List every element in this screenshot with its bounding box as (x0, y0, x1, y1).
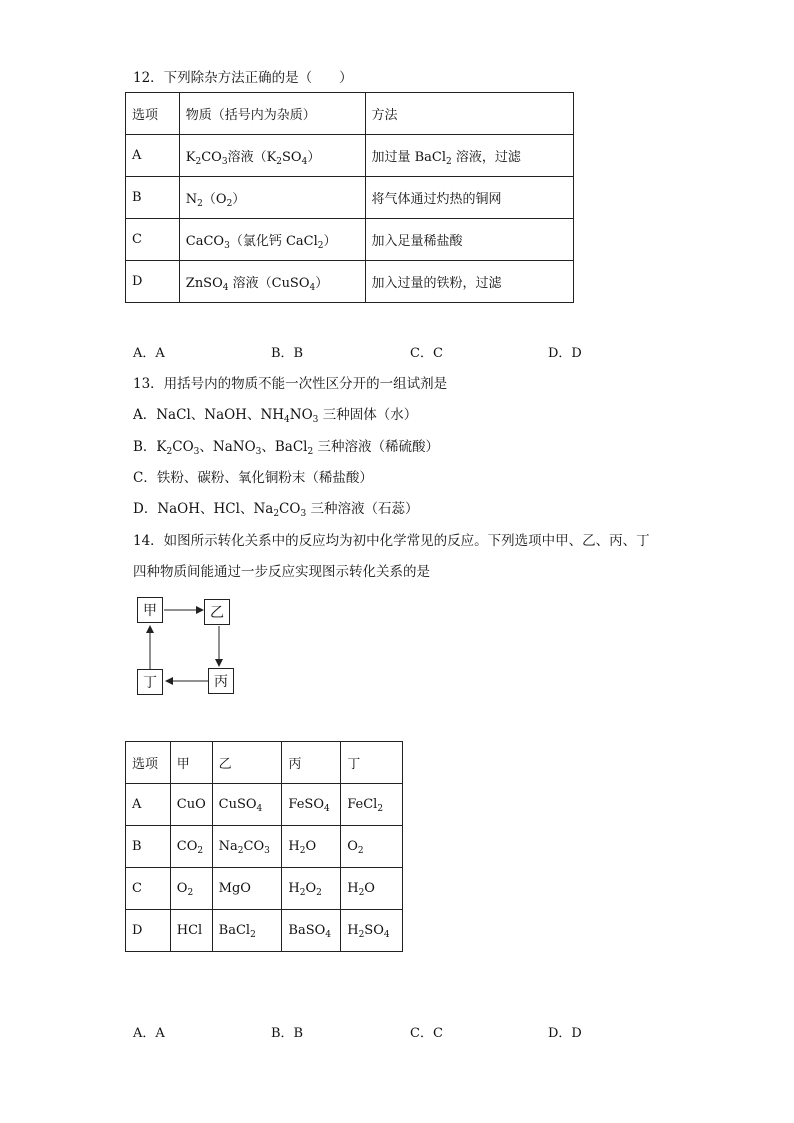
q14-cell: $H_2O$ (341, 868, 403, 910)
q12-header-substance: 物质（括号内为杂质） (179, 93, 365, 135)
q14-cell: $H_2O_2$ (282, 868, 341, 910)
q14-cell: $O_2$ (170, 868, 212, 910)
q14-cell: A (126, 784, 171, 826)
node-bing: 丙 (208, 668, 234, 694)
q12-stem: 12．下列除杂方法正确的是（ ） (133, 70, 353, 86)
q14-cell: CuO (170, 784, 212, 826)
q12-table (125, 92, 574, 303)
q12-choice-c[interactable]: C．C (410, 346, 443, 361)
q12-choice-b[interactable]: B．B (271, 346, 304, 361)
q12-header-option: 选项 (126, 93, 180, 135)
q13-option-b[interactable]: B．$K_2CO_3$、NaNO$_3$、BaCl$_2$ 三种溶液（稀硫酸） (133, 439, 440, 457)
q14-choice-d[interactable]: D．D (548, 1026, 582, 1041)
q14-table (125, 741, 403, 952)
q12-row-a-option: A (126, 135, 180, 177)
q12-row-a-method: 加过量 BaCl$_2$ 溶液，过滤 (365, 135, 574, 177)
q14-cell: CuSO$_4$ (212, 784, 282, 826)
node-jia: 甲 (137, 597, 163, 623)
q12-row-d-substance: ZnSO$_4$ 溶液（CuSO$_4$） (179, 261, 365, 303)
node-ding: 丁 (137, 669, 163, 695)
q14-cell: $H_2SO_4$ (341, 910, 403, 952)
q14-cell: BaCl$_2$ (212, 910, 282, 952)
q14-cell: $Na_2CO_3$ (212, 826, 282, 868)
q14-header-ding: 丁 (341, 742, 403, 784)
q12-row-b-substance: $N_2(O_2)$ (179, 177, 365, 219)
table-row (126, 868, 403, 910)
q14-cell: $CO_2$ (170, 826, 212, 868)
q14-cell: $H_2O$ (282, 826, 341, 868)
q12-header-method: 方法 (365, 93, 574, 135)
table-row (126, 219, 574, 261)
q14-cell: D (126, 910, 171, 952)
q14-stem-line2: 四种物质间能通过一步反应实现图示转化关系的是 (133, 564, 430, 580)
q13-option-c[interactable]: C．铁粉、碳粉、氧化铜粉末（稀盐酸） (133, 470, 373, 486)
q14-cell: BaSO$_4$ (282, 910, 341, 952)
q12-row-b-method: 将气体通过灼热的铜网 (365, 177, 574, 219)
q14-cell: MgO (212, 868, 282, 910)
q14-header-yi: 乙 (212, 742, 282, 784)
q14-choice-c[interactable]: C．C (410, 1026, 443, 1041)
q14-header-option: 选项 (126, 742, 171, 784)
q12-choice-d[interactable]: D．D (548, 346, 582, 361)
q12-row-d-option: D (126, 261, 180, 303)
q14-cell: $O_2$ (341, 826, 403, 868)
table-row (126, 910, 403, 952)
q14-cell: HCl (170, 910, 212, 952)
q12-row-c-option: C (126, 219, 180, 261)
q12-row-b-option: B (126, 177, 180, 219)
q12-row-c-substance: CaCO$_3$（氯化钙 CaCl$_2$） (179, 219, 365, 261)
q14-cell: FeCl$_2$ (341, 784, 403, 826)
q14-header-bing: 丙 (282, 742, 341, 784)
table-row (126, 784, 403, 826)
q14-cell: FeSO$_4$ (282, 784, 341, 826)
table-row (126, 261, 574, 303)
q13-option-a[interactable]: A．NaCl、NaOH、$NH_4NO_3$ 三种固体（水） (133, 407, 418, 425)
q12-row-a-substance: $K_2CO_3$溶液$(K_2SO_4)$ (179, 135, 365, 177)
q14-table-header (126, 742, 403, 784)
diagram-arrows (130, 592, 250, 702)
q13-option-d[interactable]: D．NaOH、HCl、$Na_2CO_3$ 三种溶液（石蕊） (133, 501, 419, 519)
q14-cell: C (126, 868, 171, 910)
q14-choice-a[interactable]: A．A (133, 1026, 165, 1041)
node-yi: 乙 (204, 599, 230, 625)
q12-row-d-method: 加入过量的铁粉，过滤 (365, 261, 574, 303)
q14-stem-line1: 14．如图所示转化关系中的反应均为初中化学常见的反应。下列选项中甲、乙、丙、丁 (133, 533, 650, 549)
q12-choice-a[interactable]: A．A (133, 346, 165, 361)
q12-table-header (126, 93, 574, 135)
table-row (126, 826, 403, 868)
q14-header-jia: 甲 (170, 742, 212, 784)
q14-cell: B (126, 826, 171, 868)
q14-choice-b[interactable]: B．B (271, 1026, 304, 1041)
table-row (126, 177, 574, 219)
q12-row-c-method: 加入足量稀盐酸 (365, 219, 574, 261)
q13-stem: 13．用括号内的物质不能一次性区分开的一组试剂是 (133, 376, 448, 392)
table-row (126, 135, 574, 177)
